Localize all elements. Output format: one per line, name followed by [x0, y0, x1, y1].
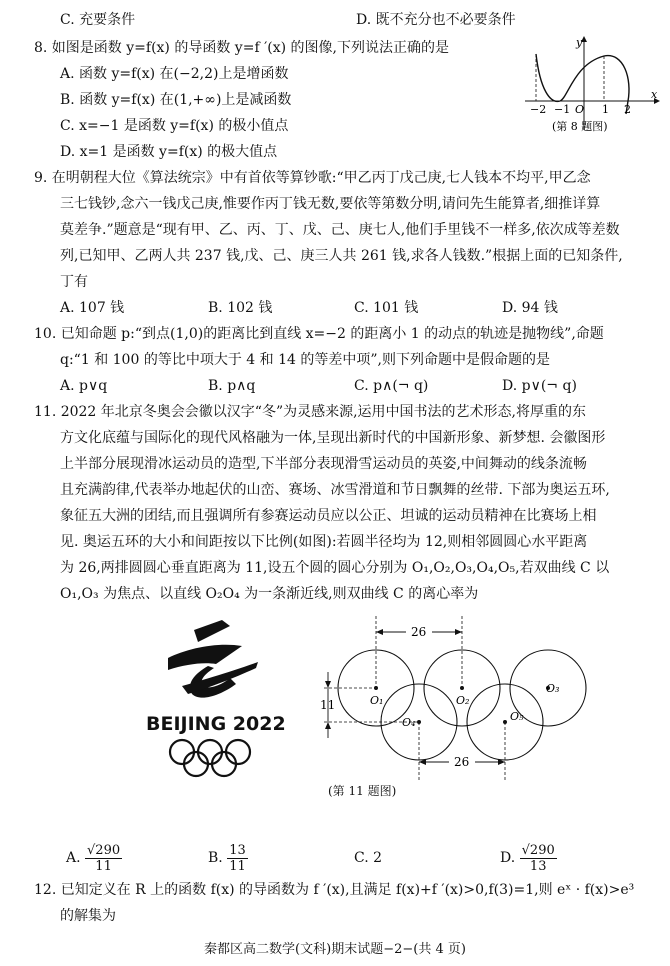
q11-option-a-label: A. [66, 850, 81, 866]
q11-line-8: O₁,O₃ 为焦点、以直线 O₂O₄ 为一条渐近线,则双曲线 C 的离心率为 [60, 586, 479, 602]
q10-option-a: A. p∨q [60, 378, 108, 394]
dim-top-26: 26 [411, 625, 427, 639]
q8-derivative-graph [520, 34, 660, 134]
q11-option-d-numerator: √290 [521, 842, 555, 858]
q9-line-3: 莫差争.”题意是“现有甲、乙、丙、丁、戊、己、庚七人,他们手里钱不一样多,依次成等差数 [60, 222, 620, 238]
center-o2: O₂ [456, 694, 470, 707]
q10-option-b: B. p∧q [208, 378, 256, 394]
dim-left-11: 11 [320, 698, 336, 712]
q11-option-b-fraction [227, 843, 248, 874]
q11-option-a-numerator: √290 [87, 842, 121, 858]
q8-tick-2: 2 [624, 103, 631, 116]
q8-tick-neg1: −1 [554, 103, 571, 116]
q8-x-label: x [651, 88, 658, 101]
center-o1: O₁ [370, 694, 384, 707]
q10-option-d: D. p∨(¬ q) [502, 378, 577, 394]
q11-option-d-label: D. [500, 850, 516, 866]
q11-line-4: 且充满韵律,代表举办地起伏的山峦、赛场、冰雪滑道和节日飘舞的丝带. 下部为奥运五环, [60, 482, 610, 498]
beijing-2022-emblem [138, 612, 288, 782]
q9-option-a: A. 107 钱 [60, 300, 125, 316]
q10-line-2: q:“1 和 100 的等比中项大于 4 和 14 的等差中项”,则下列命题中是假命题的是 [60, 352, 550, 368]
q11-option-a-denominator: 11 [95, 858, 112, 874]
q8-stem: 8. 如图是函数 y=f(x) 的导函数 y=f ′(x) 的图像,下列说法正确的是 [34, 40, 449, 56]
q8-option-a: A. 函数 y=f(x) 在(−2,2)上是增函数 [60, 66, 289, 82]
q9-line-4: 列,已知甲、乙两人共 237 钱,戊、己、庚三人共 261 钱,求各人钱数.”根据上面的已知条件, [60, 248, 623, 264]
q8-option-d: D. x=1 是函数 y=f(x) 的极大值点 [60, 144, 278, 160]
page-footer: 秦都区高二数学(文科)期末试题−2−(共 4 页) [204, 942, 466, 957]
q11-line-7: 为 26,两排圆圆心垂直距离为 11,设五个圆的圆心分别为 O₁,O₂,O₃,O₄,O₅,若双曲线 C 以 [60, 560, 610, 576]
center-o5: O₅ [510, 710, 524, 723]
q8-y-label: y [576, 36, 583, 49]
q8-option-c: C. x=−1 是函数 y=f(x) 的极小值点 [60, 118, 289, 134]
q9-line-2: 三七钱钞,念六一钱戊己庚,惟要作丙丁钱无数,要依等第数分明,请问先生能算者,细推详算 [60, 196, 601, 212]
q11-line-2: 方文化底蕴与国际化的现代风格融为一体,呈现出新时代的中国新形象、新梦想. 会徽图形 [60, 430, 606, 446]
q12-line-1: 12. 已知定义在 R 上的函数 f(x) 的导函数为 f ′(x),且满足 f(x)+f ′(x)>0,f(3)=1,则 eˣ · f(x)>e³ [34, 882, 635, 898]
q9-option-d: D. 94 钱 [502, 300, 558, 316]
q11-option-a-fraction [85, 843, 122, 874]
q11-option-b-numerator: 13 [229, 842, 246, 858]
q11-line-5: 象征五大洲的团结,而且强调所有参赛运动员应以公正、坦诚的运动员精神在比赛场上相 [60, 508, 597, 524]
q11-option-a [66, 838, 122, 878]
q11-option-d-denominator: 13 [529, 858, 547, 874]
q8-tick-origin: O [575, 103, 585, 116]
q7-option-c: C. 充要条件 [60, 12, 136, 28]
q9-option-b: B. 102 钱 [208, 300, 273, 316]
center-o4: O₄ [402, 716, 416, 729]
q11-line-3: 上半部分展现滑冰运动员的造型,下半部分表现滑雪运动员的英姿,中间舞动的线条流畅 [60, 456, 587, 472]
five-rings-diagram [318, 612, 598, 802]
q10-line-1: 10. 已知命题 p:“到点(1,0)的距离比到直线 x=−2 的距离小 1 的动点的轨迹是抛物线”,命题 [34, 326, 604, 342]
q9-option-c: C. 101 钱 [354, 300, 419, 316]
q11-option-c: C. 2 [354, 850, 383, 866]
q11-option-b-denominator: 11 [229, 858, 246, 874]
q9-line-5: 丁有 [60, 274, 88, 290]
q10-option-c: C. p∧(¬ q) [354, 378, 429, 394]
q11-option-d [500, 838, 557, 878]
q12-line-2: 的解集为 [60, 908, 116, 924]
q8-option-b: B. 函数 y=f(x) 在(1,+∞)上是减函数 [60, 92, 292, 108]
q8-tick-1: 1 [602, 103, 609, 116]
q9-line-1: 9. 在明朝程大位《算法统宗》中有首依等算钞歌:“甲乙丙丁戊己庚,七人钱本不均平,甲乙念 [34, 170, 591, 186]
q11-option-b [208, 838, 248, 878]
center-o3: O₃ [546, 682, 560, 695]
q11-option-d-fraction [520, 843, 557, 874]
q8-tick-neg2: −2 [530, 103, 547, 116]
q7-option-d: D. 既不充分也不必要条件 [356, 12, 516, 28]
q11-figure-caption: (第 11 题图) [328, 784, 397, 798]
beijing-2022-wordmark: BEIJING 2022 [146, 713, 286, 735]
q8-figure-caption: (第 8 题图) [552, 120, 608, 133]
q11-option-b-label: B. [208, 850, 223, 866]
dim-bottom-26: 26 [454, 755, 470, 769]
q11-line-6: 见. 奥运五环的大小和间距按以下比例(如图):若圆半径均为 12,则相邻圆圆心水平距离 [60, 534, 588, 550]
q11-line-1: 11. 2022 年北京冬奥会会徽以汉字“冬”为灵感来源,运用中国书法的艺术形态,将厚重的东 [34, 404, 587, 420]
